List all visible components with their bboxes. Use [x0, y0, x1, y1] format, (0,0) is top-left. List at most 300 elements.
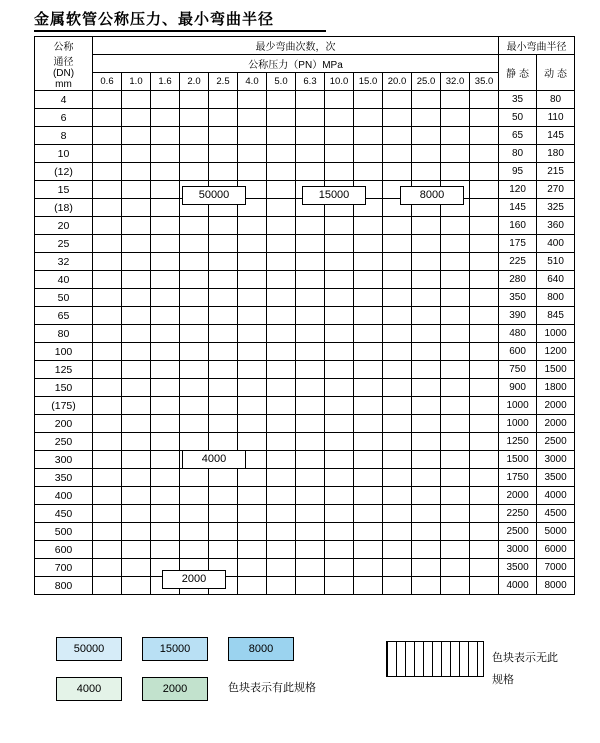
- cell-r17-c13: [470, 397, 499, 415]
- pn-value-6: 5.0: [267, 73, 296, 91]
- cell-r19-c2: [151, 433, 180, 451]
- cell-r17-c11: [412, 397, 441, 415]
- legend-label-8000: 8000: [248, 643, 274, 655]
- pn-value-2: 1.6: [151, 73, 180, 91]
- cell-r0-c0: [93, 91, 122, 109]
- cell-r13-c2: [151, 325, 180, 343]
- cell-r12-c13: [470, 307, 499, 325]
- cell-r20-c6: [267, 451, 296, 469]
- cell-r11-c10: [383, 289, 412, 307]
- cell-r4-c13: [470, 163, 499, 181]
- cell-r8-c4: [209, 235, 238, 253]
- cell-r7-c13: [470, 217, 499, 235]
- dynamic-radius: 215: [537, 163, 575, 181]
- dn-label: 350: [35, 469, 93, 487]
- cell-r16-c13: [470, 379, 499, 397]
- cell-r4-c7: [296, 163, 325, 181]
- cell-r21-c0: [93, 469, 122, 487]
- cell-r14-c2: [151, 343, 180, 361]
- cell-r1-c13: [470, 109, 499, 127]
- pressure-header: 公称压力（PN）MPa: [93, 55, 499, 73]
- table-row: [35, 487, 575, 505]
- static-radius: 1500: [499, 451, 537, 469]
- cell-r26-c6: [267, 559, 296, 577]
- cell-r0-c1: [122, 91, 151, 109]
- static-radius: 600: [499, 343, 537, 361]
- dn-label: 500: [35, 523, 93, 541]
- cell-r16-c7: [296, 379, 325, 397]
- cell-r3-c8: [325, 145, 354, 163]
- dn-label: 125: [35, 361, 93, 379]
- cell-r14-c11: [412, 343, 441, 361]
- legend-swatch-4000: [56, 677, 122, 701]
- cell-r25-c5: [238, 541, 267, 559]
- dynamic-radius: 270: [537, 181, 575, 199]
- dn-label: 800: [35, 577, 93, 595]
- cell-r1-c1: [122, 109, 151, 127]
- cell-r14-c4: [209, 343, 238, 361]
- legend-label-2000: 2000: [162, 683, 188, 695]
- cell-r1-c7: [296, 109, 325, 127]
- legend-label-15000: 15000: [159, 643, 191, 655]
- dynamic-radius: 110: [537, 109, 575, 127]
- pn-value-3: 2.0: [180, 73, 209, 91]
- cell-r26-c7: [296, 559, 325, 577]
- cell-r0-c4: [209, 91, 238, 109]
- cell-r12-c6: [267, 307, 296, 325]
- cell-r12-c3: [180, 307, 209, 325]
- cell-r3-c12: [441, 145, 470, 163]
- cell-r14-c13: [470, 343, 499, 361]
- cell-r13-c7: [296, 325, 325, 343]
- cell-r23-c7: [296, 505, 325, 523]
- cell-r4-c5: [238, 163, 267, 181]
- cell-r16-c2: [151, 379, 180, 397]
- cell-r11-c12: [441, 289, 470, 307]
- cell-r3-c7: [296, 145, 325, 163]
- cell-r2-c0: [93, 127, 122, 145]
- cell-r22-c3: [180, 487, 209, 505]
- cell-r20-c0: [93, 451, 122, 469]
- cell-r21-c4: [209, 469, 238, 487]
- pn-value-13: 35.0: [470, 73, 499, 91]
- cell-r11-c3: [180, 289, 209, 307]
- cell-r7-c9: [354, 217, 383, 235]
- cell-r18-c11: [412, 415, 441, 433]
- spec-table-container: [34, 36, 567, 595]
- cell-r4-c3: [180, 163, 209, 181]
- static-radius: 2000: [499, 487, 537, 505]
- cell-r21-c2: [151, 469, 180, 487]
- cell-r13-c5: [238, 325, 267, 343]
- table-row: [35, 91, 575, 109]
- cell-r20-c7: [296, 451, 325, 469]
- cell-r13-c11: [412, 325, 441, 343]
- cell-r9-c2: [151, 253, 180, 271]
- cell-r25-c6: [267, 541, 296, 559]
- cell-r2-c5: [238, 127, 267, 145]
- cell-r11-c8: [325, 289, 354, 307]
- cell-r25-c12: [441, 541, 470, 559]
- cell-r13-c6: [267, 325, 296, 343]
- cell-r7-c5: [238, 217, 267, 235]
- dn-header-line4: mm: [55, 78, 72, 90]
- dn-label: (175): [35, 397, 93, 415]
- cell-r24-c7: [296, 523, 325, 541]
- cell-r22-c11: [412, 487, 441, 505]
- cell-r10-c13: [470, 271, 499, 289]
- cell-r26-c11: [412, 559, 441, 577]
- cell-r14-c1: [122, 343, 151, 361]
- dynamic-radius: 5000: [537, 523, 575, 541]
- dynamic-radius: 6000: [537, 541, 575, 559]
- cell-r25-c0: [93, 541, 122, 559]
- static-radius: 4000: [499, 577, 537, 595]
- cell-r11-c4: [209, 289, 238, 307]
- cell-r10-c4: [209, 271, 238, 289]
- cell-r1-c2: [151, 109, 180, 127]
- cell-r25-c8: [325, 541, 354, 559]
- dn-label: 600: [35, 541, 93, 559]
- cell-r25-c9: [354, 541, 383, 559]
- dn-label: (12): [35, 163, 93, 181]
- cell-r19-c10: [383, 433, 412, 451]
- cell-r6-c1: [122, 199, 151, 217]
- static-radius: 350: [499, 289, 537, 307]
- cell-r2-c9: [354, 127, 383, 145]
- cell-r23-c4: [209, 505, 238, 523]
- cell-r9-c10: [383, 253, 412, 271]
- cell-r23-c3: [180, 505, 209, 523]
- static-radius: 2500: [499, 523, 537, 541]
- cell-r11-c0: [93, 289, 122, 307]
- dn-header-line2: 通径: [53, 56, 74, 68]
- cell-r25-c1: [122, 541, 151, 559]
- static-radius: 480: [499, 325, 537, 343]
- cell-r9-c7: [296, 253, 325, 271]
- pn-value-4: 2.5: [209, 73, 238, 91]
- cell-r22-c8: [325, 487, 354, 505]
- cell-r18-c9: [354, 415, 383, 433]
- dynamic-radius: 2000: [537, 397, 575, 415]
- cell-r2-c2: [151, 127, 180, 145]
- cell-r17-c6: [267, 397, 296, 415]
- cell-r1-c6: [267, 109, 296, 127]
- cell-r10-c0: [93, 271, 122, 289]
- dynamic-radius: 3500: [537, 469, 575, 487]
- cell-r1-c4: [209, 109, 238, 127]
- static-radius: 160: [499, 217, 537, 235]
- cell-r11-c7: [296, 289, 325, 307]
- cell-r0-c7: [296, 91, 325, 109]
- cell-r22-c9: [354, 487, 383, 505]
- cell-r9-c9: [354, 253, 383, 271]
- cell-r3-c2: [151, 145, 180, 163]
- table-row: [35, 163, 575, 181]
- cell-r13-c4: [209, 325, 238, 343]
- static-radius: 1750: [499, 469, 537, 487]
- cell-r11-c1: [122, 289, 151, 307]
- cell-r15-c10: [383, 361, 412, 379]
- dn-label: 32: [35, 253, 93, 271]
- cell-r24-c1: [122, 523, 151, 541]
- cell-r8-c13: [470, 235, 499, 253]
- cell-r19-c8: [325, 433, 354, 451]
- cell-r27-c8: [325, 577, 354, 595]
- cell-r10-c8: [325, 271, 354, 289]
- cell-r0-c13: [470, 91, 499, 109]
- cell-r13-c0: [93, 325, 122, 343]
- cell-r21-c7: [296, 469, 325, 487]
- dn-label: 10: [35, 145, 93, 163]
- cell-r2-c7: [296, 127, 325, 145]
- table-header: [35, 37, 575, 91]
- cell-r2-c10: [383, 127, 412, 145]
- cell-r26-c1: [122, 559, 151, 577]
- static-radius: 3000: [499, 541, 537, 559]
- cell-r5-c0: [93, 181, 122, 199]
- dn-label: 4: [35, 91, 93, 109]
- cell-r20-c13: [470, 451, 499, 469]
- table-row: [35, 271, 575, 289]
- cell-r3-c1: [122, 145, 151, 163]
- dn-label: 6: [35, 109, 93, 127]
- cell-r11-c2: [151, 289, 180, 307]
- cell-r15-c12: [441, 361, 470, 379]
- cell-r2-c8: [325, 127, 354, 145]
- cell-r19-c7: [296, 433, 325, 451]
- cell-r13-c9: [354, 325, 383, 343]
- cell-r9-c6: [267, 253, 296, 271]
- cell-r5-c13: [470, 181, 499, 199]
- cell-r2-c4: [209, 127, 238, 145]
- cell-r20-c9: [354, 451, 383, 469]
- cell-r9-c11: [412, 253, 441, 271]
- dynamic-radius: 145: [537, 127, 575, 145]
- cell-r24-c3: [180, 523, 209, 541]
- cell-r7-c1: [122, 217, 151, 235]
- cell-r27-c6: [267, 577, 296, 595]
- dn-label: 450: [35, 505, 93, 523]
- cell-r25-c4: [209, 541, 238, 559]
- cell-r15-c0: [93, 361, 122, 379]
- dn-label: 40: [35, 271, 93, 289]
- pn-value-10: 20.0: [383, 73, 412, 91]
- table-row: [35, 235, 575, 253]
- cell-r20-c11: [412, 451, 441, 469]
- cell-r12-c12: [441, 307, 470, 325]
- dn-label: 300: [35, 451, 93, 469]
- cell-r16-c8: [325, 379, 354, 397]
- cell-r10-c2: [151, 271, 180, 289]
- dn-label: 100: [35, 343, 93, 361]
- table-row: [35, 451, 575, 469]
- cell-r1-c8: [325, 109, 354, 127]
- dynamic-radius: 7000: [537, 559, 575, 577]
- cell-r11-c6: [267, 289, 296, 307]
- cell-r17-c3: [180, 397, 209, 415]
- cell-r10-c7: [296, 271, 325, 289]
- cell-r9-c12: [441, 253, 470, 271]
- cell-r3-c9: [354, 145, 383, 163]
- cell-r12-c9: [354, 307, 383, 325]
- static-radius: 390: [499, 307, 537, 325]
- dynamic-radius: 510: [537, 253, 575, 271]
- cell-r22-c1: [122, 487, 151, 505]
- cell-r6-c2: [151, 199, 180, 217]
- dynamic-radius: 1200: [537, 343, 575, 361]
- cell-r24-c10: [383, 523, 412, 541]
- table-row: [35, 361, 575, 379]
- cell-r20-c10: [383, 451, 412, 469]
- cell-r17-c4: [209, 397, 238, 415]
- cell-r12-c2: [151, 307, 180, 325]
- cell-r25-c10: [383, 541, 412, 559]
- cell-r19-c5: [238, 433, 267, 451]
- cell-r22-c4: [209, 487, 238, 505]
- dn-label: 150: [35, 379, 93, 397]
- table-row: [35, 127, 575, 145]
- cell-r8-c5: [238, 235, 267, 253]
- cell-r7-c2: [151, 217, 180, 235]
- cell-r6-c0: [93, 199, 122, 217]
- dn-label: (18): [35, 199, 93, 217]
- table-row: [35, 217, 575, 235]
- dynamic-radius: 400: [537, 235, 575, 253]
- cell-r22-c2: [151, 487, 180, 505]
- dynamic-radius: 1000: [537, 325, 575, 343]
- cell-r14-c6: [267, 343, 296, 361]
- cell-r7-c0: [93, 217, 122, 235]
- cell-r12-c11: [412, 307, 441, 325]
- cell-r21-c8: [325, 469, 354, 487]
- cell-r20-c1: [122, 451, 151, 469]
- cell-r11-c13: [470, 289, 499, 307]
- cell-r1-c11: [412, 109, 441, 127]
- cell-r18-c6: [267, 415, 296, 433]
- cell-r27-c7: [296, 577, 325, 595]
- cell-r8-c3: [180, 235, 209, 253]
- pn-value-9: 15.0: [354, 73, 383, 91]
- static-radius: 1250: [499, 433, 537, 451]
- cell-r4-c2: [151, 163, 180, 181]
- cell-r3-c5: [238, 145, 267, 163]
- pressure-values-row: [35, 73, 575, 91]
- cell-r26-c8: [325, 559, 354, 577]
- cell-r8-c0: [93, 235, 122, 253]
- static-radius: 120: [499, 181, 537, 199]
- legend-swatch-15000: [142, 637, 208, 661]
- cell-r23-c11: [412, 505, 441, 523]
- cell-r24-c4: [209, 523, 238, 541]
- table-row: [35, 109, 575, 127]
- dynamic-radius: 1500: [537, 361, 575, 379]
- legend-swatch-2000: [142, 677, 208, 701]
- table-row: [35, 577, 575, 595]
- cell-r18-c1: [122, 415, 151, 433]
- cell-r18-c10: [383, 415, 412, 433]
- cell-r4-c11: [412, 163, 441, 181]
- table-body: [35, 91, 575, 595]
- table-row: [35, 523, 575, 541]
- static-radius: 225: [499, 253, 537, 271]
- dynamic-radius: 640: [537, 271, 575, 289]
- cell-r25-c3: [180, 541, 209, 559]
- cell-r14-c5: [238, 343, 267, 361]
- dn-label: 65: [35, 307, 93, 325]
- cell-r27-c13: [470, 577, 499, 595]
- cell-r0-c3: [180, 91, 209, 109]
- table-row: [35, 397, 575, 415]
- static-radius: 280: [499, 271, 537, 289]
- cell-r0-c5: [238, 91, 267, 109]
- cell-r9-c5: [238, 253, 267, 271]
- table-row: [35, 253, 575, 271]
- cell-r5-c1: [122, 181, 151, 199]
- cell-r3-c11: [412, 145, 441, 163]
- bend-times-header: 最少弯曲次数，次: [93, 37, 499, 55]
- overlay-badge-3: 4000: [182, 450, 246, 469]
- cell-r7-c3: [180, 217, 209, 235]
- cell-r17-c2: [151, 397, 180, 415]
- table-row: [35, 307, 575, 325]
- cell-r16-c12: [441, 379, 470, 397]
- cell-r18-c7: [296, 415, 325, 433]
- dn-label: 200: [35, 415, 93, 433]
- cell-r1-c5: [238, 109, 267, 127]
- cell-r9-c4: [209, 253, 238, 271]
- dynamic-radius: 80: [537, 91, 575, 109]
- static-radius: 50: [499, 109, 537, 127]
- cell-r15-c4: [209, 361, 238, 379]
- cell-r23-c6: [267, 505, 296, 523]
- static-radius: 80: [499, 145, 537, 163]
- cell-r17-c5: [238, 397, 267, 415]
- cell-r23-c5: [238, 505, 267, 523]
- cell-r2-c1: [122, 127, 151, 145]
- legend-swatch-50000: [56, 637, 122, 661]
- static-radius: 35: [499, 91, 537, 109]
- table-row: [35, 541, 575, 559]
- cell-r16-c11: [412, 379, 441, 397]
- dynamic-radius: 4000: [537, 487, 575, 505]
- cell-r24-c8: [325, 523, 354, 541]
- cell-r4-c4: [209, 163, 238, 181]
- legend-swatch-8000: [228, 637, 294, 661]
- cell-r11-c5: [238, 289, 267, 307]
- cell-r3-c3: [180, 145, 209, 163]
- pn-value-11: 25.0: [412, 73, 441, 91]
- static-radius: 1000: [499, 397, 537, 415]
- cell-r13-c3: [180, 325, 209, 343]
- cell-r15-c2: [151, 361, 180, 379]
- cell-r0-c6: [267, 91, 296, 109]
- cell-r26-c10: [383, 559, 412, 577]
- cell-r20-c8: [325, 451, 354, 469]
- cell-r27-c0: [93, 577, 122, 595]
- cell-r18-c2: [151, 415, 180, 433]
- radius-dynamic-header: 动 态: [537, 55, 575, 91]
- cell-r26-c9: [354, 559, 383, 577]
- dn-label: 15: [35, 181, 93, 199]
- legend-note-color: 色块表示有此规格: [228, 682, 316, 694]
- cell-r22-c5: [238, 487, 267, 505]
- cell-r15-c13: [470, 361, 499, 379]
- cell-r17-c12: [441, 397, 470, 415]
- cell-r22-c13: [470, 487, 499, 505]
- cell-r13-c12: [441, 325, 470, 343]
- static-radius: 65: [499, 127, 537, 145]
